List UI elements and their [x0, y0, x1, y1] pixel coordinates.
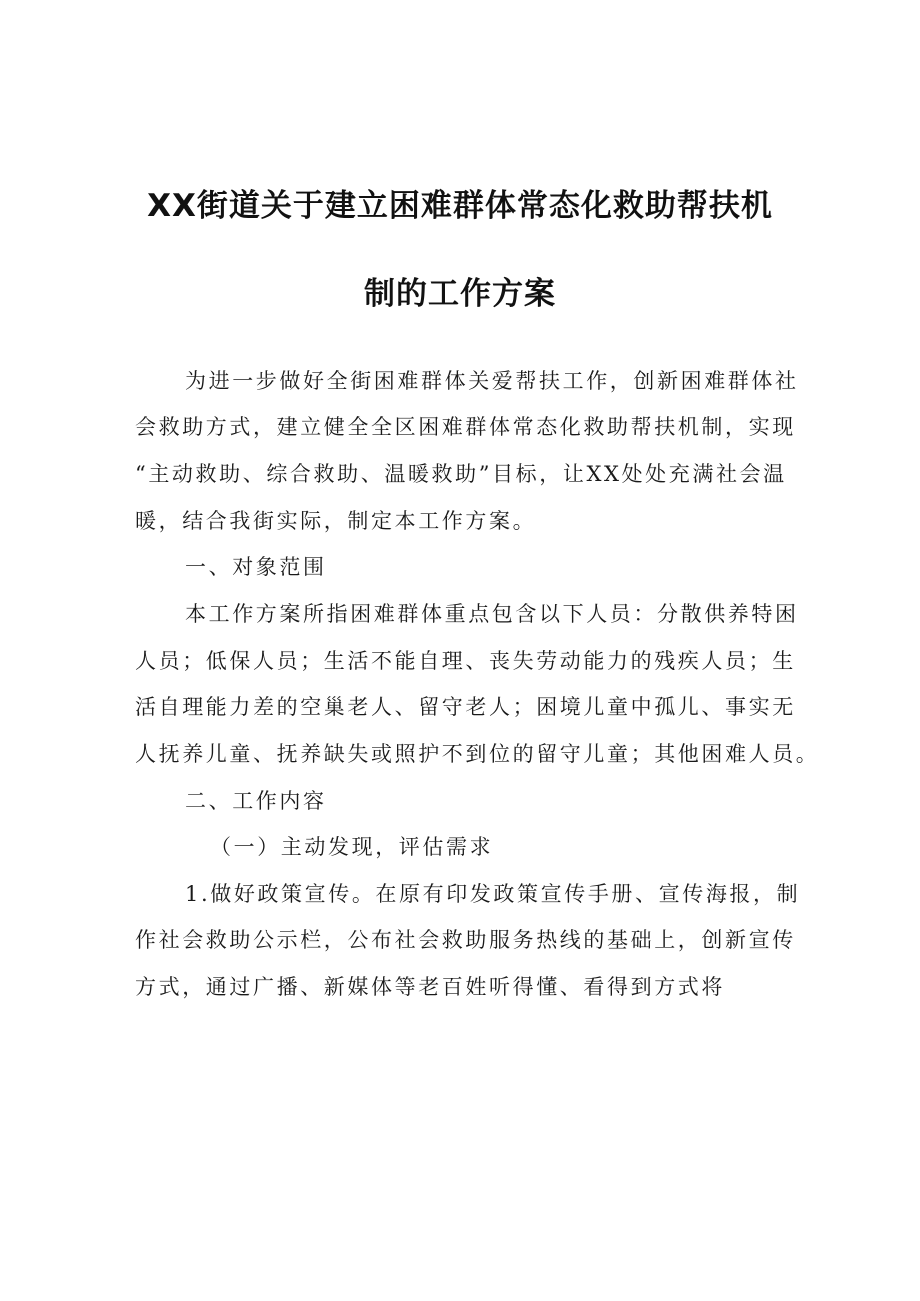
section-heading-scope: 一、对象范围	[185, 555, 327, 579]
intro-paragraph-line: 暖，结合我街实际，制定本工作方案。	[135, 509, 537, 533]
intro-paragraph-line: “主动救助、综合救助、温暖救助”目标，让XX处处充满社会温	[135, 462, 787, 486]
item-paragraph-line: 1.做好政策宣传。在原有印发政策宣传手册、宣传海报，制	[185, 882, 801, 906]
item-paragraph-line: 作社会救助公示栏，公布社会救助服务热线的基础上，创新宣传	[135, 928, 796, 952]
scope-paragraph-line: 人员；低保人员；生活不能自理、丧失劳动能力的残疾人员；生	[135, 649, 796, 673]
subsection-heading: （一）主动发现，评估需求	[210, 835, 494, 859]
intro-paragraph-line: 为进一步做好全街困难群体关爱帮扶工作，创新困难群体社	[185, 369, 799, 393]
scope-paragraph-line: 人抚养儿童、抚养缺失或照护不到位的留守儿童；其他困难人员。	[135, 742, 820, 766]
intro-paragraph-line: 会救助方式，建立健全全区困难群体常态化救助帮扶机制，实现	[135, 415, 796, 439]
section-heading-work-content: 二、工作内容	[185, 789, 327, 813]
scope-paragraph-line: 活自理能力差的空巢老人、留守老人；困境儿童中孤儿、事实无	[135, 695, 796, 719]
scope-paragraph-line: 本工作方案所指困难群体重点包含以下人员：分散供养特困	[185, 602, 799, 626]
item-paragraph-line: 方式，通过广播、新媒体等老百姓听得懂、看得到方式将	[135, 975, 725, 999]
document-title-line-2: 制的工作方案	[364, 276, 556, 312]
document-title-line-1: XX街道关于建立困难群体常态化救助帮扶机	[147, 188, 773, 224]
